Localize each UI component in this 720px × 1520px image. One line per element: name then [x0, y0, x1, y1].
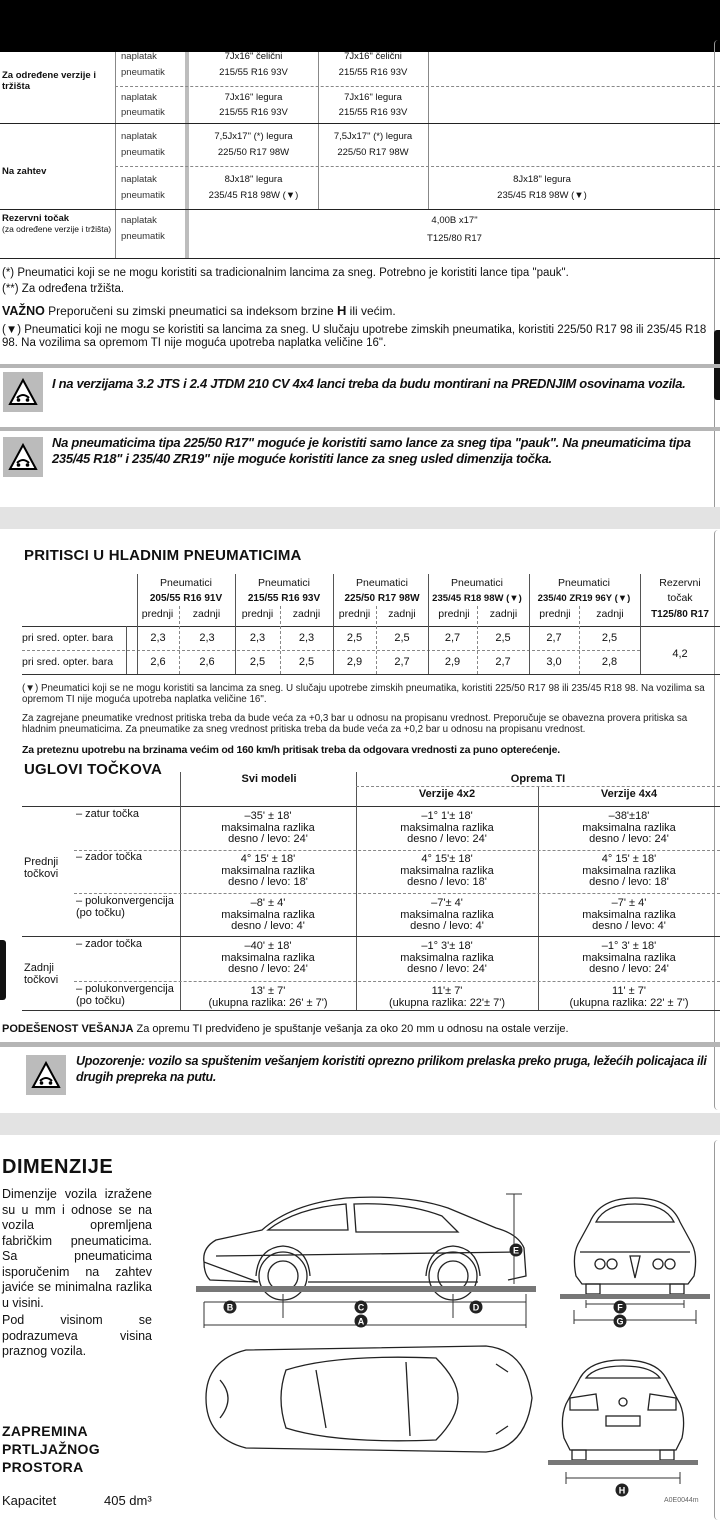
subheader: zadnji: [292, 608, 321, 620]
angle-value: desno / levo: 18': [589, 876, 669, 888]
angle-value: –7' ± 4': [611, 897, 647, 909]
note: (▼) Pneumatici koji ne mogu se koristiti sa lancima za sneg. U slučaju upotrebe zimskih pneumatika, koristiti 225/50 R17 98 ili 235/45 R18 98. Na vozilima sa opremom TI nije moguća upotreba naplatka veličine 16".: [2, 324, 707, 349]
marker-G: [613, 1314, 627, 1328]
pressure-row-label: pri sred. opter. bara: [22, 632, 114, 644]
cell: 215/55 R16 93V: [338, 67, 408, 78]
svg-text:C: C: [357, 1302, 365, 1313]
note: (**) Za određena tržišta.: [2, 283, 125, 295]
pressure-value: 3,0: [546, 656, 562, 668]
subheader: prednji: [539, 608, 571, 620]
tyre-table: [0, 52, 720, 258]
angle-name: – zatur točka: [76, 808, 139, 820]
angle-value: desno / levo: 4': [592, 920, 666, 932]
header: Oprema TI: [510, 773, 566, 785]
pressure-value: 2,3: [298, 632, 315, 644]
header: Pneumatici: [451, 577, 503, 589]
svg-text:G: G: [616, 1316, 624, 1327]
marker-C: [354, 1300, 368, 1314]
pressure-value: 2,8: [601, 656, 618, 668]
angle-value: 11'± 7': [431, 985, 463, 997]
angle-value: –8' ± 4': [250, 897, 286, 909]
subheader: zadnji: [192, 608, 221, 620]
svg-text:H: H: [618, 1485, 626, 1496]
angle-value: maksimalna razlika: [221, 951, 315, 964]
subheader: prednji: [338, 608, 371, 620]
section-title: ZAPREMINA: [2, 1423, 88, 1439]
angle-value: maksimalna razlika: [400, 821, 494, 834]
warning-icon: [3, 437, 43, 477]
warning-icon: [3, 372, 43, 412]
warning-box: [0, 364, 720, 404]
subheader: zadnji: [388, 608, 416, 620]
pressure-value: 2,5: [346, 632, 363, 644]
capacity-label: Kapacitet: [2, 1493, 57, 1508]
angle-value: maksimalna razlika: [221, 908, 315, 921]
status-bar: [0, 0, 720, 52]
header: Rezervni: [659, 577, 701, 589]
cell: 225/50 R17 98W: [337, 147, 409, 158]
figure-code: A0E0044m: [664, 1497, 699, 1504]
angle-value: maksimalna razlika: [221, 821, 315, 834]
pressure-value: 2,5: [298, 656, 315, 668]
pressure-value: 2,9: [346, 656, 363, 668]
svg-text:A: A: [357, 1316, 365, 1327]
angle-value: maksimalna razlika: [400, 864, 494, 877]
warning-text: Na pneumaticima tipa 225/50 R17" moguće je koristiti samo lance za sneg tipa "pauk". Na pneumaticima tipa 235/45 R18" i 235/40 ZR19" nije moguće koristiti lance za sneg usled dimenzija točka.: [52, 435, 691, 466]
cell: 215/55 R16 93V: [338, 107, 408, 118]
angle-value: –35' ± 18': [244, 810, 292, 822]
header: točak: [667, 592, 693, 604]
angle-value: (ukupna razlika: 22' ± 7'): [569, 996, 689, 1009]
header-size: 235/40 ZR19 96Y (▼): [537, 593, 631, 604]
marker-B: [223, 1300, 237, 1314]
pressure-value: 2,9: [444, 656, 461, 668]
pressure-value: 2,5: [601, 632, 618, 644]
section-title: UGLOVI TOČKOVA: [24, 761, 163, 778]
angle-value: desno / levo: 4': [231, 920, 305, 932]
angle-value: (ukupna razlika: 22'± 7'): [388, 996, 505, 1009]
row-label: naplatak: [121, 51, 157, 62]
note-important: VAŽNO Preporučeni su zimski pneumatici sa indeksom brzine H ili većim.: [2, 303, 396, 318]
pressure-value: 2,7: [546, 632, 562, 644]
section-title: PROSTORA: [2, 1459, 84, 1475]
cell: 7,5Jx17" (*) legura: [214, 131, 293, 142]
warning-box: [0, 427, 720, 497]
axle-label: Zadnji točkovi: [24, 962, 59, 986]
row-label: naplatak: [121, 174, 157, 185]
paragraph: Dimenzije vozila izražene su u mm i odnose se na vozila opremljena fabričkim pneumaticima. Sa pneumaticima isporučenim na zahtev javiće se minimalna razlika u visini.: [2, 1187, 152, 1310]
angle-value: maksimalna razlika: [221, 864, 315, 877]
subheader: prednji: [438, 608, 470, 620]
row-label: pneumatik: [121, 190, 165, 201]
cell: 7Jx16" legura: [224, 92, 283, 103]
warning-text: Upozorenje: vozilo sa spuštenim vešanjem koristiti oprezno prilikom prelaska preko pruga, ležećih policajaca ili drugih prepreka na putu.: [76, 1054, 707, 1084]
cell: 235/45 R18 98W (▼): [208, 190, 299, 201]
angle-value: maksimalna razlika: [582, 864, 676, 877]
row-label: naplatak: [121, 215, 157, 226]
cell: 7Jx16" čelični: [344, 51, 402, 62]
header: Pneumatici: [258, 577, 310, 589]
angle-value: maksimalna razlika: [400, 951, 494, 964]
subheader: prednji: [141, 608, 174, 620]
row-label: pneumatik: [121, 107, 165, 118]
cell: 8Jx18" legura: [224, 174, 283, 185]
angle-value: desno / levo: 24': [228, 963, 308, 975]
car-top-view-diagram: [196, 1340, 546, 1460]
car-side-view-diagram: [196, 1190, 546, 1340]
angle-value: maksimalna razlika: [582, 951, 676, 964]
page-separator: [0, 507, 720, 529]
angle-value: desno / levo: 24': [407, 963, 487, 975]
angle-value: desno / levo: 24': [589, 963, 669, 975]
cell: 7Jx16" čelični: [224, 51, 283, 62]
angle-value: maksimalna razlika: [582, 908, 676, 921]
pressure-value: 2,3: [150, 632, 166, 644]
cell: 7Jx16" legura: [344, 92, 402, 103]
header: Verzije 4x2: [418, 788, 476, 800]
angle-value: –40' ± 18': [244, 940, 292, 952]
cell: 215/55 R16 93V: [219, 107, 288, 118]
header: Pneumatici: [160, 577, 212, 589]
pressure-value: 2,6: [150, 656, 166, 668]
pressure-value: 2,3: [199, 632, 215, 644]
row-label: pneumatik: [121, 147, 165, 158]
axle-label: Prednji točkovi: [24, 856, 59, 880]
cell: 235/45 R18 98W (▼): [497, 190, 587, 201]
angle-value: maksimalna razlika: [582, 821, 676, 834]
group-label: Na zahtev: [2, 166, 47, 177]
car-rear-view-diagram: [548, 1354, 698, 1494]
angle-value: 13' ± 7': [250, 985, 286, 997]
angle-value: –1° 1'± 18': [421, 810, 473, 822]
pressure-value: 2,7: [444, 632, 461, 644]
header-size: 215/55 R16 93V: [247, 593, 321, 604]
paragraph: Pod visinom se podrazumeva visina praznog vozila.: [2, 1313, 152, 1358]
pressure-value: 2,6: [199, 656, 215, 668]
pressure-table: [22, 574, 720, 674]
angle-name: – polukonvergencija (po točku): [76, 895, 174, 919]
angle-value: –1° 3' ± 18': [601, 940, 657, 952]
angle-value: 4° 15' ± 18': [240, 853, 296, 865]
angle-value: desno / levo: 4': [410, 920, 484, 932]
marker-A: [354, 1314, 368, 1328]
warning-box: [0, 1042, 720, 1102]
marker-F: [613, 1300, 627, 1314]
page-side-handle: [0, 940, 6, 1000]
marker-D: [469, 1300, 483, 1314]
header-size: 205/55 R16 91V: [149, 593, 223, 604]
wheel-angles-table: [22, 773, 720, 1016]
suspension-note: PODEŠENOST VEŠANJA Za opremu TI predviđeno je spuštanje vešanja za oko 20 mm u odnosu na ostale verzije.: [2, 1023, 569, 1035]
svg-text:D: D: [472, 1302, 480, 1313]
pressure-value: 2,5: [394, 632, 410, 644]
group-label: Rezervni točak (za određene verzije i tržišta): [2, 213, 112, 234]
angle-value: –38'±18': [608, 810, 650, 822]
angle-value: desno / levo: 18': [228, 876, 308, 888]
svg-text:E: E: [512, 1245, 520, 1256]
row-label: naplatak: [121, 92, 157, 103]
note: (*) Pneumatici koji se ne mogu koristiti sa tradicionalnim lancima za sneg. Potrebno je koristiti lance tipa "pauk".: [2, 267, 569, 279]
pressure-value: 2,7: [495, 656, 511, 668]
cell: T125/80 R17: [427, 233, 482, 244]
svg-text:B: B: [226, 1302, 234, 1313]
subheader: zadnji: [596, 608, 624, 620]
angle-name: – zador točka: [76, 938, 143, 950]
row-label: naplatak: [121, 131, 157, 142]
svg-text:F: F: [617, 1302, 623, 1313]
section-title: DIMENZIJE: [2, 1156, 114, 1178]
page-edge: [714, 1140, 720, 1520]
pressure-value: 2,7: [394, 656, 410, 668]
angle-value: desno / levo: 24': [407, 833, 487, 845]
cell: 225/50 R17 98W: [217, 147, 290, 158]
pressure-value: 2,5: [495, 632, 511, 644]
cell: 215/55 R16 93V: [219, 67, 288, 78]
header: Svi modeli: [241, 773, 297, 785]
cell: 7,5Jx17" (*) legura: [333, 131, 413, 142]
note: (▼) Pneumatici koji se ne mogu koristiti sa lancima za sneg. U slučaju upotrebe zimskih pneumatika, koristiti 225/50 R17 98 ili 235/45 R18 98. Na vozilima sa opremom TI nije moguća upotreba naplatka veličine 16".: [22, 683, 705, 705]
angle-value: 11' ± 7': [612, 985, 646, 997]
header: Pneumatici: [356, 577, 408, 589]
angle-value: –7'± 4': [431, 897, 463, 909]
angle-name: – zador točka: [76, 851, 143, 863]
angle-value: desno / levo: 18': [407, 876, 487, 888]
header-size: T125/80 R17: [651, 609, 709, 620]
car-front-view-diagram: [560, 1192, 710, 1332]
note-bold: Za preteznu upotrebu na brzinama većim od 160 km/h pritisak treba da odgovara vrednosti za puno opterećenje.: [22, 744, 560, 756]
angle-value: desno / levo: 24': [589, 833, 669, 845]
angle-value: 4° 15'± 18': [421, 853, 473, 865]
group-label: Za određene verzije i tržišta: [2, 70, 96, 92]
marker-H: [615, 1483, 629, 1497]
note: Za zagrejane pneumatike vrednost pritiska treba da bude veća za +0,3 bar u odnosu na propisanu vrednost. Preporučuje se obavezna provera pritiska sa hladnim pneumaticima. Za pneumatike za sneg vrednost pritiska treba da bude veća za +0,2 bar u odnosu na propisanu vrednost.: [22, 713, 688, 735]
capacity-value: 405 dm³: [104, 1493, 152, 1508]
angle-value: desno / levo: 24': [228, 833, 308, 845]
subheader: prednji: [241, 608, 274, 620]
pressure-row-label: pri sred. opter. bara: [22, 656, 114, 668]
subheader: zadnji: [489, 608, 518, 620]
row-label: pneumatik: [121, 67, 165, 78]
warning-icon: [26, 1055, 66, 1095]
cell: 4,00B x17": [431, 215, 478, 226]
warning-text: I na verzijama 3.2 JTS i 2.4 JTDM 210 CV 4x4 lanci treba da budu montirani na PREDNJIM osovinama vozila.: [52, 376, 686, 391]
pressure-value: 2,3: [249, 632, 266, 644]
cell: 8Jx18" legura: [513, 174, 571, 185]
section-title: PRITISCI U HLADNIM PNEUMATICIMA: [24, 547, 302, 564]
angle-value: maksimalna razlika: [400, 908, 494, 921]
row-label: pneumatik: [121, 231, 165, 242]
pressure-value: 2,5: [249, 656, 266, 668]
marker-E: [509, 1243, 523, 1257]
header-size: 235/45 R18 98W (▼): [432, 593, 522, 604]
page-separator: [0, 1113, 720, 1135]
angle-value: (ukupna razlika: 26' ± 7'): [208, 996, 328, 1009]
spare-value: 4,2: [672, 648, 688, 660]
angle-value: –1° 3'± 18': [421, 940, 473, 952]
angle-value: 4° 15' ± 18': [601, 853, 657, 865]
header: Pneumatici: [558, 577, 610, 589]
header-size: 225/50 R17 98W: [344, 593, 420, 604]
angle-name: – polukonvergencija (po točku): [76, 983, 174, 1007]
header: Verzije 4x4: [600, 788, 658, 800]
section-title: PRTLJAŽNOG: [2, 1441, 100, 1457]
